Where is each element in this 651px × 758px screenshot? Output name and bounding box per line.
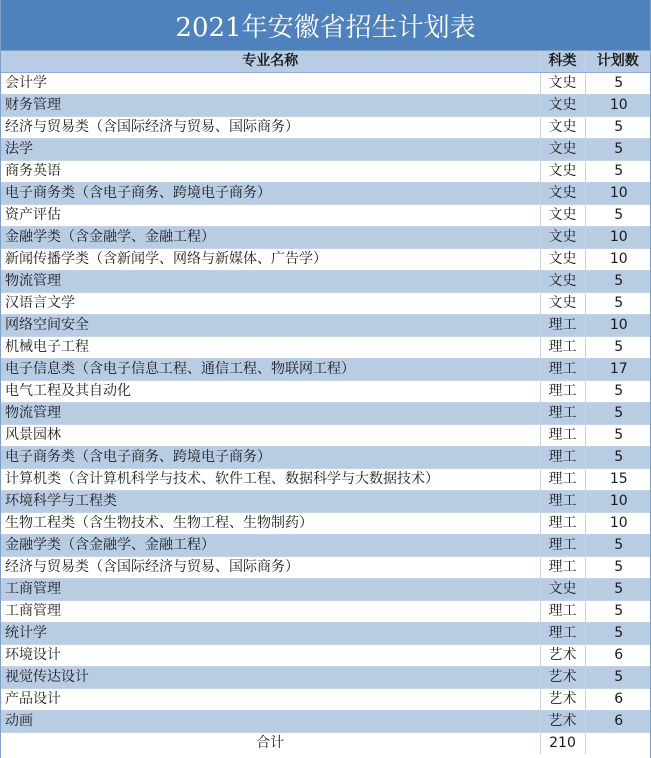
cell-major: 电子商务类（含电子商务、跨境电子商务） xyxy=(1,447,540,469)
cell-major: 工商管理 xyxy=(1,601,540,623)
enrollment-table xyxy=(1,51,650,754)
table-row xyxy=(1,535,650,557)
cell-major: 法学 xyxy=(1,139,540,161)
cell-plan: 5 xyxy=(585,117,650,139)
cell-category: 艺术 xyxy=(540,667,585,689)
cell-major: 生物工程类（含生物技术、生物工程、生物制药） xyxy=(1,513,540,535)
cell-plan: 10 xyxy=(585,183,650,205)
cell-plan: 6 xyxy=(585,645,650,667)
table-row xyxy=(1,623,650,645)
cell-major: 经济与贸易类（含国际经济与贸易、国际商务） xyxy=(1,557,540,579)
cell-major: 环境设计 xyxy=(1,645,540,667)
table-row xyxy=(1,73,650,95)
cell-category: 文史 xyxy=(540,95,585,117)
cell-category: 理工 xyxy=(540,403,585,425)
table-row xyxy=(1,183,650,205)
table-row xyxy=(1,249,650,271)
cell-category: 理工 xyxy=(540,469,585,491)
cell-category: 理工 xyxy=(540,601,585,623)
header-plan: 计划数 xyxy=(585,51,650,73)
cell-plan: 5 xyxy=(585,425,650,447)
cell-major: 网络空间安全 xyxy=(1,315,540,337)
cell-major: 动画 xyxy=(1,711,540,733)
table-row xyxy=(1,645,650,667)
cell-plan: 5 xyxy=(585,139,650,161)
cell-major: 统计学 xyxy=(1,623,540,645)
cell-major: 资产评估 xyxy=(1,205,540,227)
cell-plan: 5 xyxy=(585,667,650,689)
cell-category: 文史 xyxy=(540,161,585,183)
cell-category: 理工 xyxy=(540,535,585,557)
cell-plan: 6 xyxy=(585,689,650,711)
cell-plan: 10 xyxy=(585,249,650,271)
cell-category: 理工 xyxy=(540,447,585,469)
cell-major: 新闻传播学类（含新闻学、网络与新媒体、广告学） xyxy=(1,249,540,271)
cell-category: 文史 xyxy=(540,117,585,139)
total-row xyxy=(1,733,650,755)
cell-category: 理工 xyxy=(540,381,585,403)
table-row xyxy=(1,469,650,491)
cell-major: 汉语言文学 xyxy=(1,293,540,315)
cell-major: 商务英语 xyxy=(1,161,540,183)
table-body xyxy=(1,73,650,733)
cell-plan: 5 xyxy=(585,557,650,579)
table-title: 2021年安徽省招生计划表 xyxy=(1,0,650,51)
cell-major: 工商管理 xyxy=(1,579,540,601)
table-row xyxy=(1,491,650,513)
table-row xyxy=(1,513,650,535)
table-row xyxy=(1,117,650,139)
table-row xyxy=(1,161,650,183)
table-row xyxy=(1,403,650,425)
cell-category: 文史 xyxy=(540,579,585,601)
cell-plan: 6 xyxy=(585,711,650,733)
cell-category: 理工 xyxy=(540,337,585,359)
cell-category: 理工 xyxy=(540,315,585,337)
cell-major: 产品设计 xyxy=(1,689,540,711)
cell-category: 理工 xyxy=(540,557,585,579)
cell-category: 理工 xyxy=(540,359,585,381)
cell-plan: 17 xyxy=(585,359,650,381)
cell-category: 文史 xyxy=(540,205,585,227)
table-row xyxy=(1,557,650,579)
cell-plan: 10 xyxy=(585,513,650,535)
table-row xyxy=(1,227,650,249)
cell-plan: 5 xyxy=(585,601,650,623)
cell-major: 视觉传达设计 xyxy=(1,667,540,689)
table-row xyxy=(1,315,650,337)
header-category: 科类 xyxy=(540,51,585,73)
cell-category: 文史 xyxy=(540,139,585,161)
cell-major: 物流管理 xyxy=(1,403,540,425)
cell-plan: 5 xyxy=(585,579,650,601)
table-row xyxy=(1,337,650,359)
cell-plan: 10 xyxy=(585,227,650,249)
cell-major: 计算机类（含计算机科学与技术、软件工程、数据科学与大数据技术） xyxy=(1,469,540,491)
cell-plan: 15 xyxy=(585,469,650,491)
cell-major: 会计学 xyxy=(1,73,540,95)
cell-major: 电气工程及其自动化 xyxy=(1,381,540,403)
total-value: 210 xyxy=(540,733,585,755)
header-major: 专业名称 xyxy=(1,51,540,73)
cell-category: 艺术 xyxy=(540,645,585,667)
cell-plan: 10 xyxy=(585,491,650,513)
total-label: 合计 xyxy=(1,733,540,755)
cell-plan: 5 xyxy=(585,403,650,425)
cell-plan: 5 xyxy=(585,205,650,227)
table-row xyxy=(1,95,650,117)
table-row xyxy=(1,205,650,227)
total-empty xyxy=(585,733,650,755)
cell-major: 金融学类（含金融学、金融工程） xyxy=(1,227,540,249)
cell-category: 理工 xyxy=(540,425,585,447)
cell-plan: 5 xyxy=(585,447,650,469)
cell-major: 机械电子工程 xyxy=(1,337,540,359)
cell-category: 文史 xyxy=(540,227,585,249)
cell-category: 文史 xyxy=(540,183,585,205)
cell-category: 艺术 xyxy=(540,689,585,711)
cell-major: 电子信息类（含电子信息工程、通信工程、物联网工程） xyxy=(1,359,540,381)
cell-plan: 5 xyxy=(585,623,650,645)
cell-major: 物流管理 xyxy=(1,271,540,293)
cell-plan: 5 xyxy=(585,73,650,95)
cell-plan: 5 xyxy=(585,293,650,315)
table-row xyxy=(1,425,650,447)
header-row xyxy=(1,51,650,73)
cell-major: 风景园林 xyxy=(1,425,540,447)
cell-plan: 10 xyxy=(585,95,650,117)
table-row xyxy=(1,601,650,623)
table-row xyxy=(1,359,650,381)
cell-category: 理工 xyxy=(540,491,585,513)
cell-category: 文史 xyxy=(540,249,585,271)
table-row xyxy=(1,579,650,601)
cell-category: 文史 xyxy=(540,73,585,95)
table-row xyxy=(1,271,650,293)
cell-category: 理工 xyxy=(540,623,585,645)
cell-plan: 10 xyxy=(585,315,650,337)
cell-plan: 5 xyxy=(585,271,650,293)
table-row xyxy=(1,447,650,469)
cell-plan: 5 xyxy=(585,535,650,557)
cell-category: 理工 xyxy=(540,513,585,535)
cell-plan: 5 xyxy=(585,381,650,403)
table-row xyxy=(1,689,650,711)
cell-major: 财务管理 xyxy=(1,95,540,117)
table-row xyxy=(1,711,650,733)
table-row xyxy=(1,667,650,689)
cell-category: 艺术 xyxy=(540,711,585,733)
cell-category: 文史 xyxy=(540,293,585,315)
cell-major: 经济与贸易类（含国际经济与贸易、国际商务） xyxy=(1,117,540,139)
cell-category: 文史 xyxy=(540,271,585,293)
cell-plan: 5 xyxy=(585,161,650,183)
cell-major: 环境科学与工程类 xyxy=(1,491,540,513)
cell-major: 电子商务类（含电子商务、跨境电子商务） xyxy=(1,183,540,205)
cell-plan: 5 xyxy=(585,337,650,359)
cell-major: 金融学类（含金融学、金融工程） xyxy=(1,535,540,557)
table-row xyxy=(1,293,650,315)
table-row xyxy=(1,381,650,403)
table-row xyxy=(1,139,650,161)
